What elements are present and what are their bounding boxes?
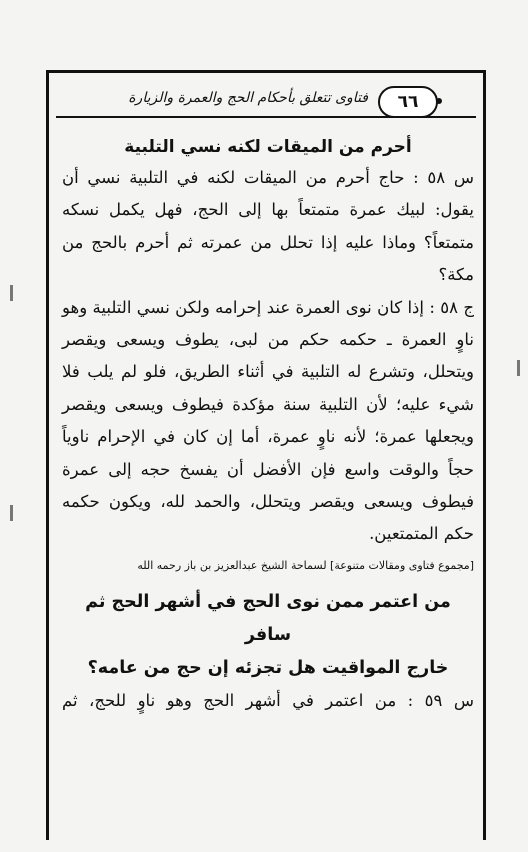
- answer-58: ج ٥٨ : إذا كان نوى العمرة عند إحرامه ولكن نسي التلبية وهو ناوٍ العمرة ـ حكمه حكم من لبى، يطوف ويسعى ويقصر ويتحلل، وتشرع له التلبية في أثناء الطريق، فلو لم يلب فلا شيء عليه؛ لأن التلبية سنة مؤكدة فيطوف ويسعى ويقصر ويجعلها عمرة؛ لأنه ناوٍ عمرة، أما إن كان في الإحرام ناوياً حجاً والوقت واسع فإن الأفضل أن يفسخ حجه إلى عمرة فيطوف ويسعى ويقصر ويتحلل، والحمد لله، ويكون حكمه حكم المتمتعين.: [62, 297, 474, 544]
- edge-mark: [10, 505, 13, 521]
- edge-mark: [517, 360, 520, 376]
- page-content: [62, 132, 474, 717]
- question-58: س ٥٨ : حاج أحرم من الميقات لكنه في التلبية نسي أن يقول: لبيك عمرة متمتعاً بها إلى الحج، فهل يكمل نسكه متمتعاً؟ وماذا عليه إذا تحلل من عمرته ثم أحرم بالحج من مكة؟: [62, 168, 475, 285]
- page-header: [46, 80, 486, 120]
- edge-mark: [10, 285, 13, 301]
- source-reference: [مجموع فتاوى ومقالات متنوعة] لسماحة الشيخ عبدالعزيز بن باز رحمه الله: [137, 558, 474, 572]
- page-number: ٦٦: [378, 86, 438, 118]
- header-rule: [56, 116, 476, 118]
- section-title-2-line-2: خارج المواقيت هل تجزئه إن حج من عامه؟: [87, 657, 449, 678]
- section-title: أحرم من الميقات لكنه نسي التلبية: [124, 137, 412, 157]
- running-title: فتاوى تتعلق بأحكام الحج والعمرة والزيارة: [128, 90, 368, 106]
- section-title-2-line-1: من اعتمر ممن نوى الحج في أشهر الحج ثم سافر: [85, 591, 451, 645]
- question-59: س ٥٩ : من اعتمر في أشهر الحج وهو ناوٍ للحج، ثم: [62, 690, 474, 710]
